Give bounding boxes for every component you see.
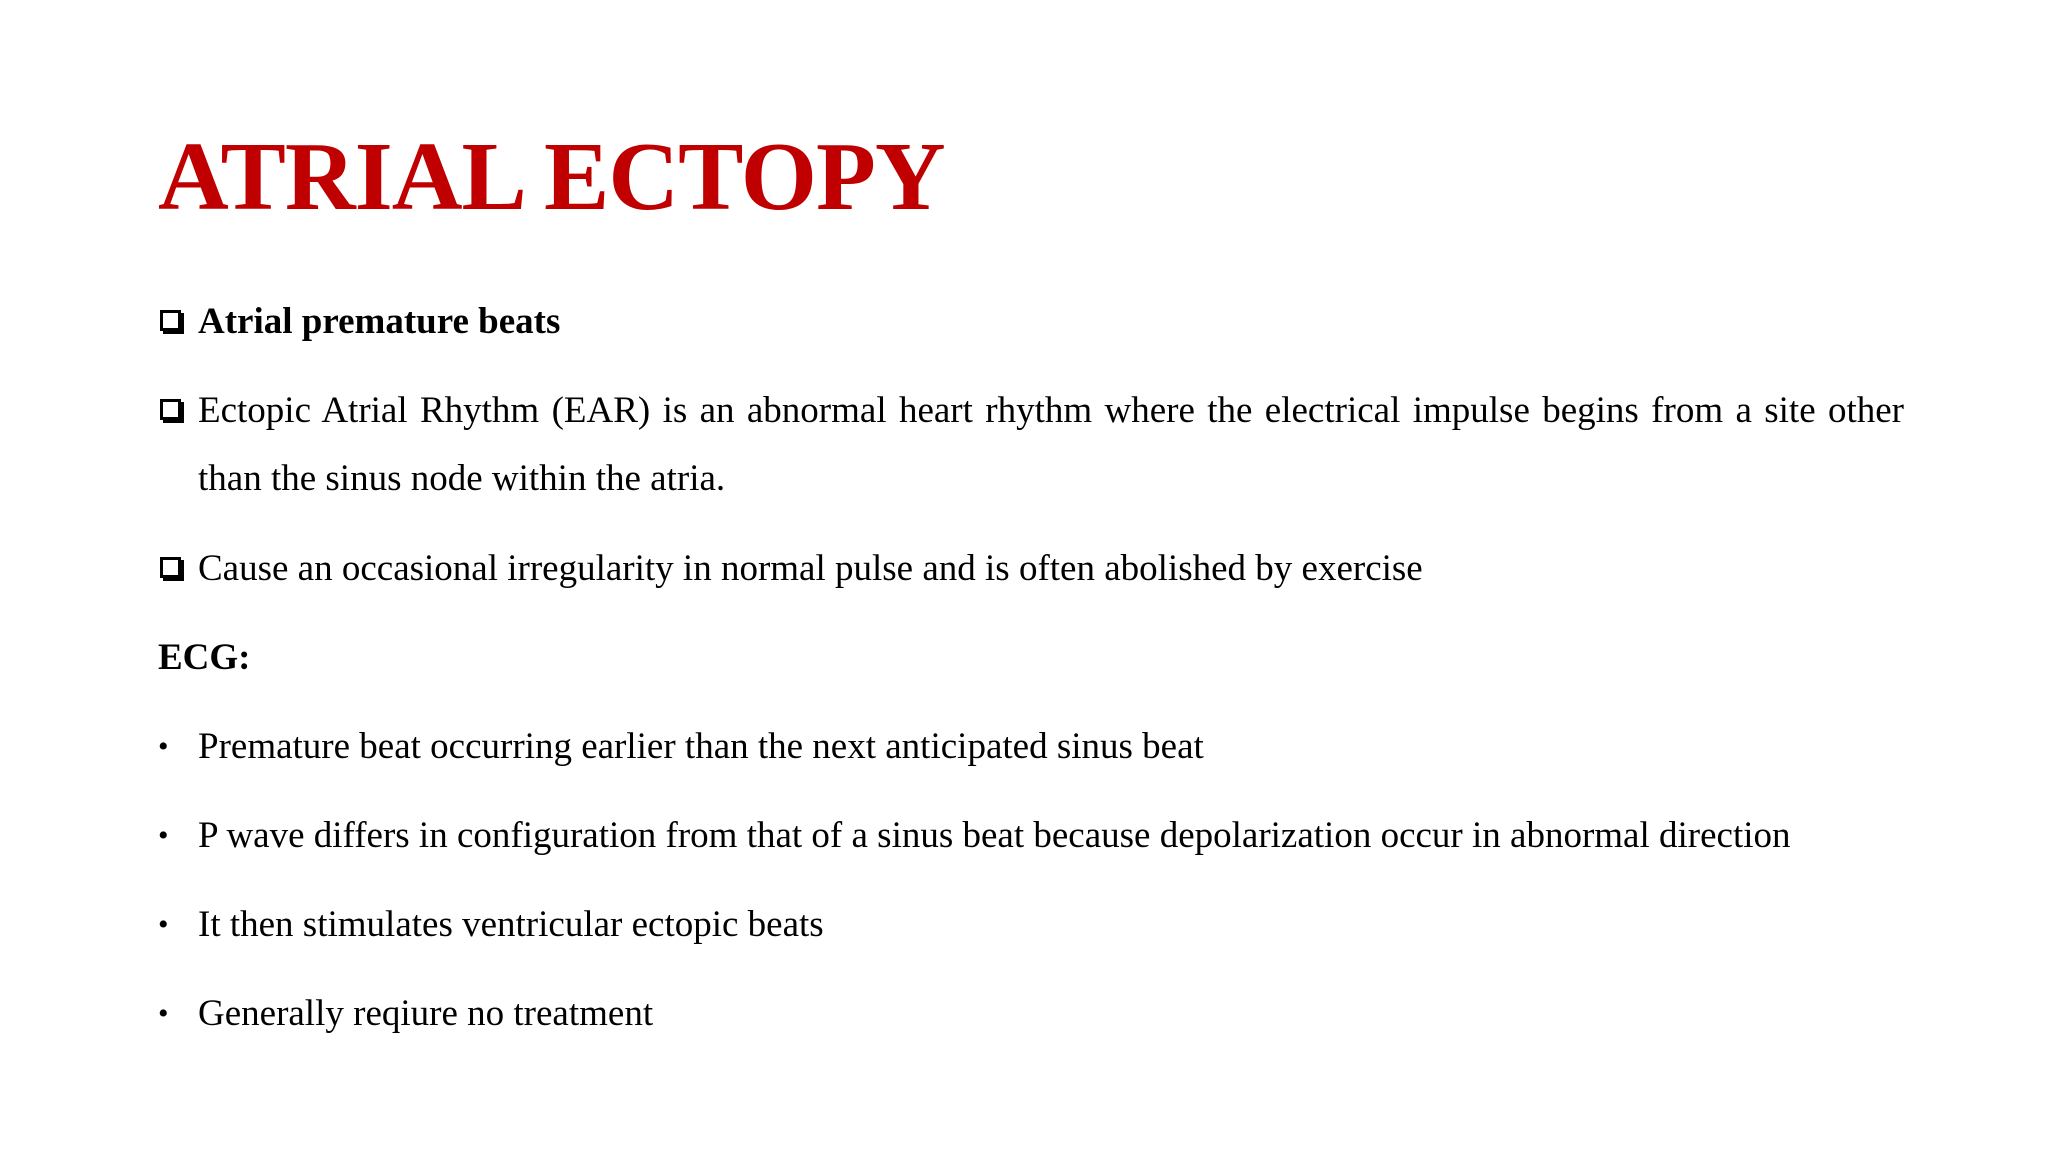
checklist-item [158,535,1904,603]
bullet-icon: • [158,730,169,763]
checkbox-icon [160,399,181,420]
ecg-list-item-text: It then stimulates ventricular ectopic beats [198,904,824,945]
bullet-icon: • [158,908,169,941]
ecg-list-item [158,891,1904,959]
bullet-icon: • [158,819,169,852]
ecg-list-item-text: Premature beat occurring earlier than the next anticipated sinus beat [198,726,1204,767]
bullet-icon: • [158,997,169,1030]
checkbox-icon [160,310,181,331]
ecg-list-item [158,713,1904,781]
checklist-item [158,288,1904,356]
ecg-list-item-text: Generally reqiure no treatment [198,993,654,1034]
ecg-list-item [158,802,1904,870]
ecg-heading: ECG: [158,637,251,678]
ecg-list-item-text: P wave differs in configuration from that of a sinus beat because depolarization occur in abnormal direction [198,815,1791,856]
slide-title: ATRIAL ECTOPY [158,123,945,231]
checkbox-icon [160,557,181,578]
checklist-item-text: Cause an occasional irregularity in normal pulse and is often abolished by exercise [198,548,1423,589]
checklist-item [158,377,1904,513]
checklist-item-text: Ectopic Atrial Rhythm (EAR) is an abnormal heart rhythm where the electrical impulse begins from a site other than the sinus node within the atria. [198,390,1904,499]
checklist-item-text: Atrial premature beats [198,301,561,342]
ecg-list-item [158,980,1904,1048]
